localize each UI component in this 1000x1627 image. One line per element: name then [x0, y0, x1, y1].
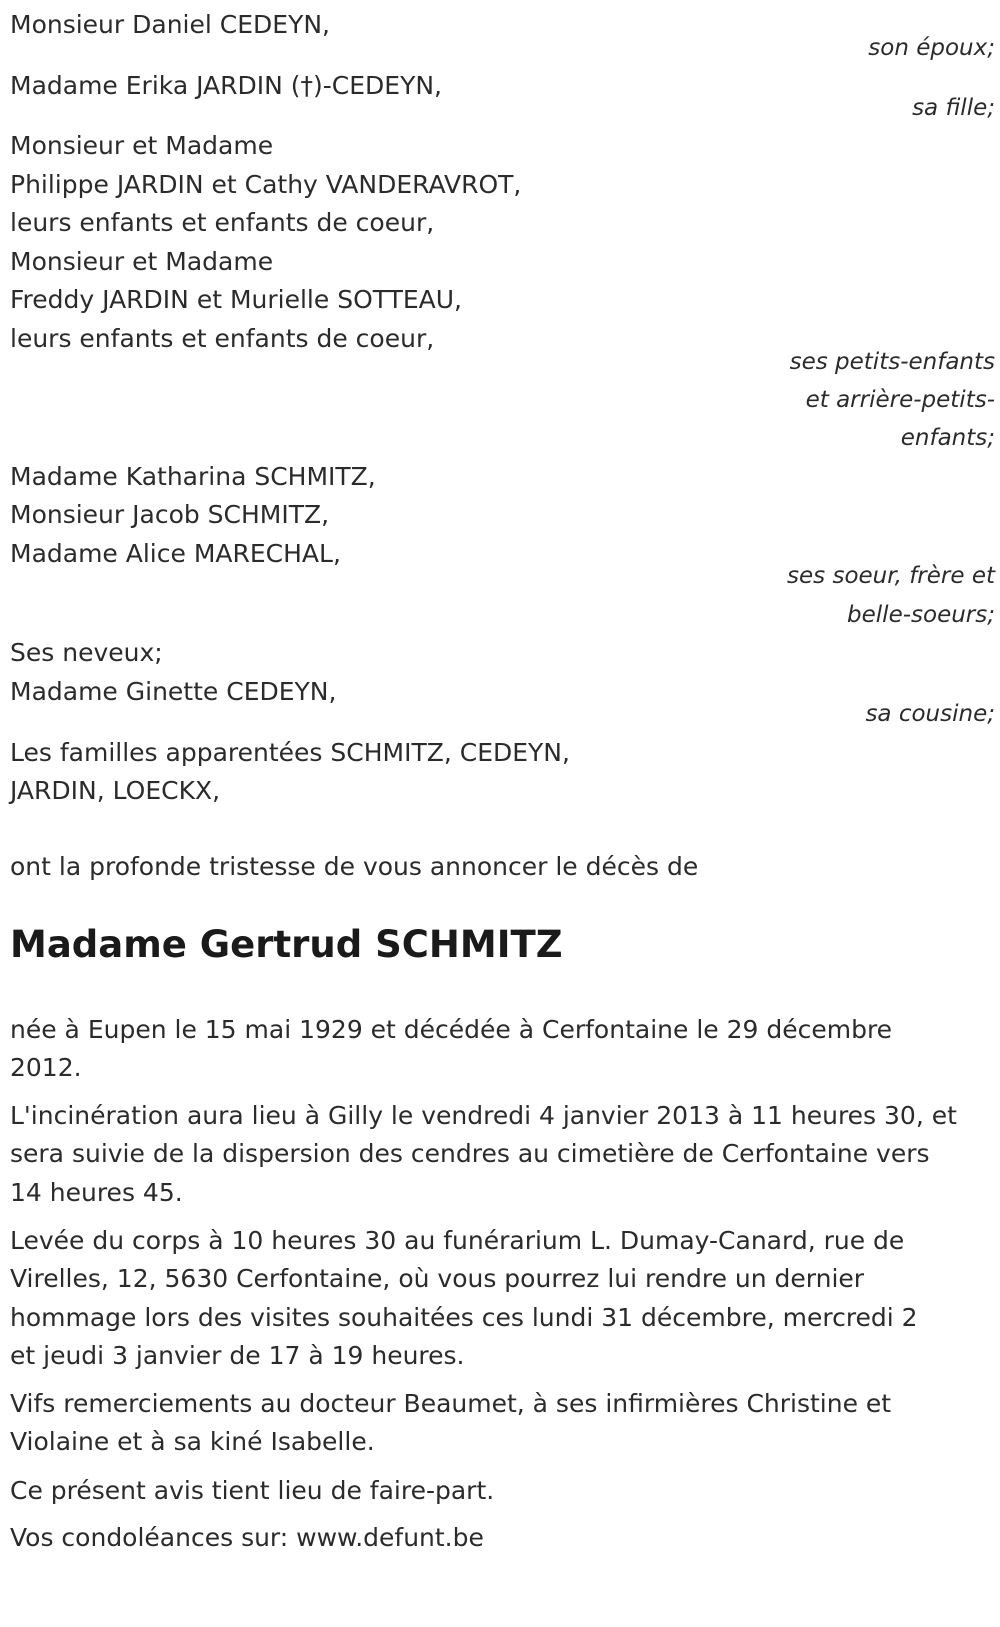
relation-label: belle-soeurs; [847, 602, 995, 628]
detail-line: hommage lors des visites souhaitées ces lundi 31 décembre, mercredi 2 [10, 1303, 918, 1332]
detail-line: sera suivie de la dispersion des cendres au cimetière de Cerfontaine vers [10, 1139, 930, 1168]
family-line: JARDIN, LOECKX, [10, 776, 221, 805]
family-line: Madame Erika JARDIN (†)-CEDEYN, [10, 71, 443, 100]
detail-line: L'incinération aura lieu à Gilly le vendredi 4 janvier 2013 à 11 heures 30, et [10, 1101, 957, 1130]
family-line: Madame Alice MARECHAL, [10, 539, 341, 568]
detail-line: 2012. [10, 1053, 82, 1082]
family-line: Monsieur et Madame [10, 131, 274, 160]
family-line: Les familles apparentées SCHMITZ, CEDEYN, [10, 738, 570, 767]
detail-line: Vifs remerciements au docteur Beaumet, à ses infirmières Christine et [10, 1389, 892, 1418]
family-line: Monsieur Daniel CEDEYN, [10, 10, 330, 39]
family-line: Freddy JARDIN et Murielle SOTTEAU, [10, 285, 462, 314]
detail-line: née à Eupen le 15 mai 1929 et décédée à Cerfontaine le 29 décembre [10, 1015, 893, 1044]
family-line: Madame Ginette CEDEYN, [10, 677, 337, 706]
announcement-text: ont la profonde tristesse de vous annoncer le décès de [10, 852, 699, 881]
family-line: leurs enfants et enfants de coeur, [10, 324, 435, 353]
deceased-name: Madame Gertrud SCHMITZ [10, 923, 563, 966]
relation-label: et arrière-petits- [805, 387, 995, 413]
relation-label: sa cousine; [865, 701, 995, 727]
detail-line: Virelles, 12, 5630 Cerfontaine, où vous pourrez lui rendre un dernier [10, 1264, 865, 1293]
family-line: Ses neveux; [10, 638, 163, 667]
family-line: Monsieur et Madame [10, 247, 274, 276]
relation-label: enfants; [900, 425, 995, 451]
detail-line: et jeudi 3 janvier de 17 à 19 heures. [10, 1341, 465, 1370]
family-line: Madame Katharina SCHMITZ, [10, 462, 376, 491]
detail-line: 14 heures 45. [10, 1178, 183, 1207]
detail-line: Levée du corps à 10 heures 30 au funérarium L. Dumay-Canard, rue de [10, 1226, 905, 1255]
relation-label: son époux; [868, 35, 995, 61]
relation-label: ses soeur, frère et [787, 563, 995, 589]
family-line: Philippe JARDIN et Cathy VANDERAVROT, [10, 170, 522, 199]
family-line: leurs enfants et enfants de coeur, [10, 208, 435, 237]
relation-label: sa fille; [912, 95, 995, 121]
relation-label: ses petits-enfants [789, 349, 995, 375]
detail-line: Ce présent avis tient lieu de faire-part. [10, 1476, 495, 1505]
condolences-line: Vos condoléances sur: www.defunt.be [10, 1523, 484, 1552]
detail-line: Violaine et à sa kiné Isabelle. [10, 1427, 375, 1456]
family-line: Monsieur Jacob SCHMITZ, [10, 500, 330, 529]
